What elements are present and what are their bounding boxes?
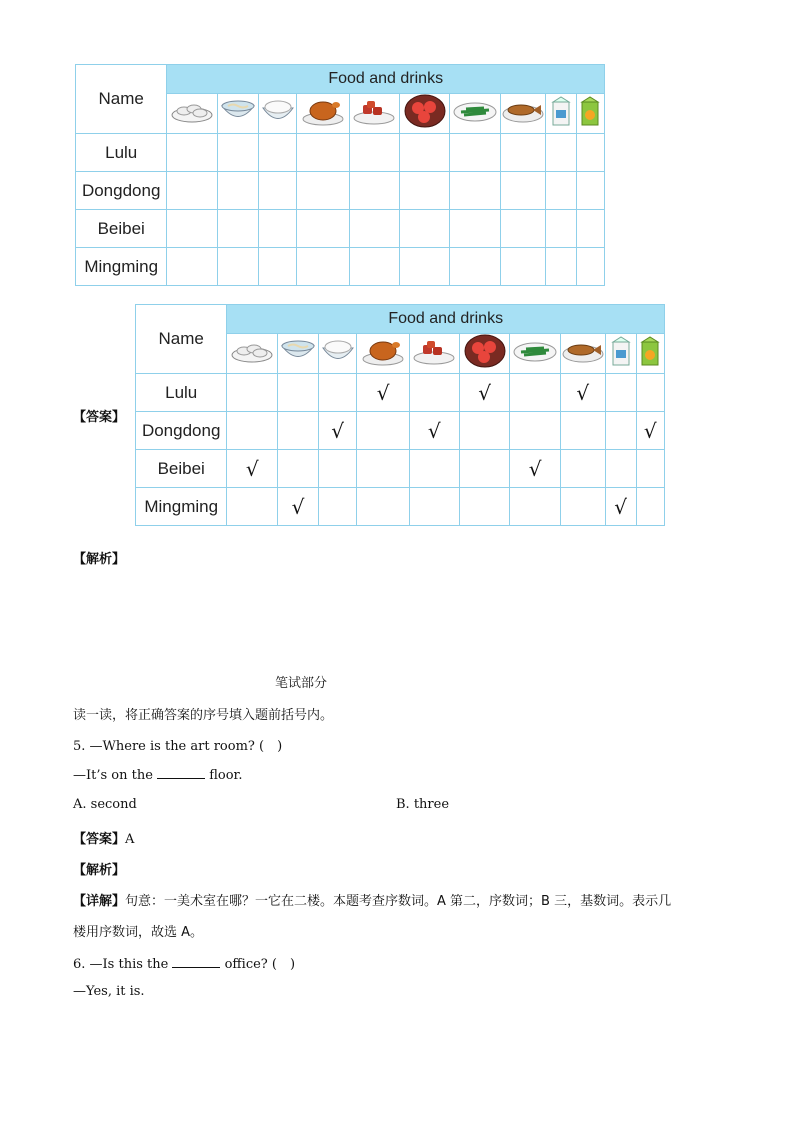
- table-cell: [545, 134, 576, 172]
- table-cell: [349, 134, 399, 172]
- rice-icon: [260, 97, 296, 130]
- table-cell: [459, 450, 510, 488]
- food-column-header: [278, 334, 319, 374]
- table-cell: [409, 488, 459, 526]
- table-cell: [500, 210, 545, 248]
- table-cell: [278, 374, 319, 412]
- q5-blank: [157, 766, 205, 779]
- answer-label: 【答案】: [73, 410, 126, 425]
- table-cell: [297, 210, 349, 248]
- table-cell: [459, 488, 510, 526]
- row-name: Mingming: [136, 488, 227, 526]
- table-cell: [459, 412, 510, 450]
- noodles-icon: [279, 337, 317, 370]
- table-cell: [318, 450, 357, 488]
- table-cell: [218, 210, 259, 248]
- table-cell: [576, 172, 604, 210]
- pork-icon: [412, 337, 456, 370]
- table-cell: [218, 248, 259, 286]
- table-cell: [510, 450, 560, 488]
- table-cell: [218, 172, 259, 210]
- table-cell: [605, 450, 636, 488]
- table-cell: [510, 412, 560, 450]
- table-cell: [258, 248, 297, 286]
- table-cell: [459, 374, 510, 412]
- milk-icon: [551, 96, 571, 131]
- pork-icon: [352, 97, 396, 130]
- table-cell: [605, 488, 636, 526]
- q6-blank: [172, 955, 220, 968]
- table-cell: [409, 374, 459, 412]
- table-row: [136, 488, 665, 526]
- table-cell: [576, 134, 604, 172]
- row-name: Mingming: [76, 248, 167, 286]
- food-drinks-header: Food and drinks: [227, 305, 665, 334]
- table-cell: [450, 248, 500, 286]
- table-cell: [500, 134, 545, 172]
- table-cell: [560, 374, 605, 412]
- q5-detail-cont: 楼用序数词，故选 A。: [73, 925, 204, 940]
- food-column-header: [218, 94, 259, 134]
- table-cell: [399, 248, 450, 286]
- row-name: Beibei: [136, 450, 227, 488]
- table-cell: [278, 450, 319, 488]
- q5-analysis-label: 【解析】: [73, 863, 126, 878]
- row-name: Lulu: [136, 374, 227, 412]
- q5-question: 5. —Where is the art room? ( ): [73, 739, 283, 754]
- table-row: [76, 248, 605, 286]
- analysis-label: 【解析】: [73, 552, 126, 567]
- table-cell: [357, 488, 409, 526]
- table-cell: [258, 210, 297, 248]
- table-cell: [167, 172, 218, 210]
- table-cell: [357, 412, 409, 450]
- table-cell: [450, 210, 500, 248]
- food-column-header: [560, 334, 605, 374]
- q5-detail-label: 【详解】: [73, 894, 126, 909]
- table-cell: [636, 412, 664, 450]
- check-mark: √: [245, 456, 259, 481]
- table-cell: [450, 134, 500, 172]
- food-column-header: [297, 94, 349, 134]
- food-column-header: [349, 94, 399, 134]
- q6-question-end: office? ( ): [224, 957, 296, 972]
- q5-reply: [73, 766, 242, 783]
- food-column-header: [605, 334, 636, 374]
- row-name: Dongdong: [136, 412, 227, 450]
- table-cell: [636, 450, 664, 488]
- row-name: Beibei: [76, 210, 167, 248]
- table-cell: [545, 172, 576, 210]
- food-column-header: [318, 334, 357, 374]
- row-name: Dongdong: [76, 172, 167, 210]
- table-cell: [510, 488, 560, 526]
- food-column-header: [636, 334, 664, 374]
- row-name: Lulu: [76, 134, 167, 172]
- table-cell: [167, 210, 218, 248]
- table-row: [136, 412, 665, 450]
- q5-answer: [73, 828, 134, 847]
- rice-icon: [320, 337, 356, 370]
- table-cell: [278, 412, 319, 450]
- table-cell: [576, 210, 604, 248]
- table-cell: [258, 172, 297, 210]
- table-cell: [227, 374, 278, 412]
- food-column-header: [167, 94, 218, 134]
- q5-reply-end: floor.: [209, 768, 243, 783]
- food-column-header: [409, 334, 459, 374]
- q6-question-start: 6. —Is this the: [73, 957, 169, 972]
- table-cell: [576, 248, 604, 286]
- table-cell: [560, 412, 605, 450]
- q5-detail: [73, 890, 671, 909]
- dumplings-icon: [170, 98, 214, 129]
- tomatoes-icon: [463, 334, 507, 373]
- check-mark: √: [331, 418, 344, 443]
- table-cell: [318, 488, 357, 526]
- food-column-header: [399, 94, 450, 134]
- table-cell: [357, 374, 409, 412]
- q5-option-a: A. second: [73, 797, 137, 812]
- fish-icon: [561, 337, 605, 370]
- table-cell: [500, 172, 545, 210]
- table-cell: [297, 248, 349, 286]
- table-cell: [409, 412, 459, 450]
- juice-icon: [580, 96, 600, 131]
- table-cell: [399, 210, 450, 248]
- table-cell: [545, 248, 576, 286]
- table-cell: [409, 450, 459, 488]
- table-cell: [227, 450, 278, 488]
- table-cell: [636, 488, 664, 526]
- dumplings-icon: [230, 338, 274, 369]
- table-cell: [357, 450, 409, 488]
- food-table-answer: [135, 304, 665, 526]
- check-mark: √: [528, 456, 542, 481]
- q5-option-b: B. three: [396, 797, 450, 812]
- food-column-header: [459, 334, 510, 374]
- table-cell: [605, 374, 636, 412]
- check-mark: √: [376, 380, 390, 405]
- chicken-icon: [361, 336, 405, 371]
- table-cell: [510, 374, 560, 412]
- table-cell: [318, 374, 357, 412]
- food-column-header: [576, 94, 604, 134]
- food-column-header: [500, 94, 545, 134]
- table-cell: [349, 248, 399, 286]
- juice-icon: [640, 336, 660, 371]
- noodles-icon: [219, 97, 257, 130]
- food-column-header: [258, 94, 297, 134]
- table-cell: [349, 210, 399, 248]
- check-mark: √: [291, 494, 305, 519]
- milk-icon: [611, 336, 631, 371]
- table-cell: [278, 488, 319, 526]
- check-mark: √: [614, 494, 628, 519]
- table-row: [76, 134, 605, 172]
- table-cell: [500, 248, 545, 286]
- table-row: [76, 210, 605, 248]
- name-header: Name: [76, 65, 167, 134]
- table-cell: [227, 412, 278, 450]
- q6-reply: —Yes, it is.: [73, 984, 145, 999]
- table-cell: [605, 412, 636, 450]
- vegetables-icon: [452, 98, 498, 129]
- check-mark: √: [576, 380, 590, 405]
- table-cell: [399, 134, 450, 172]
- q5-answer-value: A: [125, 832, 135, 847]
- table-row: [76, 172, 605, 210]
- table-cell: [167, 248, 218, 286]
- table-cell: [218, 134, 259, 172]
- table-cell: [297, 172, 349, 210]
- table-cell: [349, 172, 399, 210]
- table-cell: [560, 488, 605, 526]
- q5-reply-start: —It’s on the: [73, 768, 153, 783]
- check-mark: √: [643, 418, 657, 443]
- section-title: 笔试部分: [275, 676, 328, 691]
- table-cell: [636, 374, 664, 412]
- food-drinks-header: Food and drinks: [167, 65, 605, 94]
- check-mark: √: [478, 380, 491, 405]
- table-row: [136, 374, 665, 412]
- food-table-blank: [75, 64, 605, 286]
- q6-question: [73, 953, 295, 972]
- table-cell: [227, 488, 278, 526]
- table-cell: [399, 172, 450, 210]
- name-header: Name: [136, 305, 227, 374]
- table-row: [136, 450, 665, 488]
- food-column-header: [450, 94, 500, 134]
- table-cell: [560, 450, 605, 488]
- table-cell: [167, 134, 218, 172]
- table-cell: [297, 134, 349, 172]
- q5-detail-text: 句意：一美术室在哪？一它在二楼。本题考查序数词。A 第二，序数词；B 三，基数词。表示几: [125, 894, 672, 909]
- table-cell: [318, 412, 357, 450]
- table-cell: [258, 134, 297, 172]
- chicken-icon: [301, 96, 345, 131]
- food-column-header: [357, 334, 409, 374]
- table-cell: [545, 210, 576, 248]
- vegetables-icon: [512, 338, 558, 369]
- q5-answer-label: 【答案】: [73, 832, 126, 847]
- table-cell: [450, 172, 500, 210]
- instruction: 读一读，将正确答案的序号填入题前括号内。: [73, 708, 334, 723]
- food-column-header: [545, 94, 576, 134]
- fish-icon: [501, 97, 545, 130]
- food-column-header: [227, 334, 278, 374]
- food-column-header: [510, 334, 560, 374]
- tomatoes-icon: [403, 94, 447, 133]
- check-mark: √: [427, 418, 441, 443]
